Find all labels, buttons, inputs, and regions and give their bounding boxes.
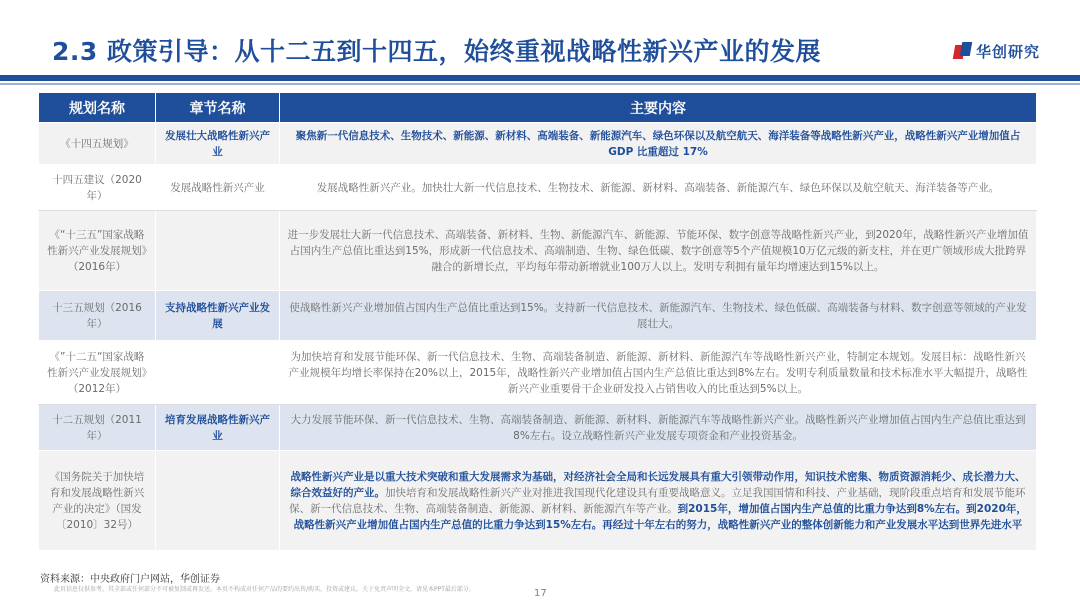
- plan-name-cell: 十三五规划（2016年）: [39, 291, 156, 341]
- plan-name-cell: 《国务院关于加快培育和发展战略性新兴产业的决定》（国发〔2010〕32号）: [39, 451, 156, 551]
- chapter-cell: [156, 341, 280, 405]
- content-cell: 聚焦新一代信息技术、生物技术、新能源、新材料、高端装备、新能源汽车、绿色环保以及航空航天、海洋装备等战略性新兴产业，战略性新兴产业增加值占 GDP 比重超过 17%: [280, 123, 1037, 165]
- plan-name-cell: 《“十三五”国家战略性新兴产业发展规划》（2016年）: [39, 211, 156, 291]
- column-header-content: 主要内容: [280, 93, 1037, 123]
- content-emphasis: 到2015年，增加值占国内生产总值的比重力争达到8%左右。到2020年，战略性新兴产业增加值占国内生产总值的比重力争达到15%左右。再经过十年左右的努力，战略性新兴产业的整体创新能力和产业发展水平达到世界先进水平: [293, 502, 1027, 531]
- column-header-name: 规划名称: [39, 93, 156, 123]
- company-logo: [954, 40, 1040, 62]
- plan-name-cell: 十四五建议（2020年）: [39, 165, 156, 211]
- plan-name-cell: 《”十二五“国家战略性新兴产业发展规划》（2012年）: [39, 341, 156, 405]
- logo-text: 华创研究: [975, 42, 1040, 61]
- table-row: [39, 123, 1037, 165]
- policy-table: [38, 92, 1037, 551]
- page-number: 17: [534, 588, 547, 599]
- chapter-cell: 支持战略性新兴产业发展: [156, 291, 280, 341]
- chapter-cell: 培育发展战略性新兴产业: [156, 405, 280, 451]
- content-cell: 进一步发展壮大新一代信息技术、高端装备、新材料、生物、新能源汽车、新能源、节能环保、数字创意等战略性新兴产业，到2020年，战略性新兴产业增加值占国内生产总值比重达到15%，形成新一代信息技术、高端制造、生物、绿色低碳、数字创意等5个产值规模10万亿元级的新支柱，并在更广领域形成大批跨界融合的新增长点，平均每年带动新增就业100万人以上。发明专利拥有量年均增速达到15%以上。: [280, 211, 1037, 291]
- content-cell: [280, 451, 1037, 551]
- chapter-cell: 发展战略性新兴产业: [156, 165, 280, 211]
- page-title: 2.3 政策引导：从十二五到十四五，始终重视战略性新兴产业的发展: [52, 37, 821, 66]
- content-text: 加快培育和发展战略性新兴产业对推进我国现代化建设具有重要战略意义。立足我国国情和科技、产业基础，现阶段重点培育和发展节能环保、新一代信息技术、生物、高端装备制造、新能源、新材料、新能源汽车等产业。: [289, 486, 1026, 515]
- content-cell: 为加快培育和发展节能环保、新一代信息技术、生物、高端装备制造、新能源、新材料、新能源汽车等战略性新兴产业，特制定本规划。发展目标：战略性新兴产业规模年均增长率保持在20%以上，2015年，战略性新兴产业增加值占国内生产总值比重达到8%左右。发明专利质量数量和技术标准水平大幅提升，战略性新兴产业重要骨干企业研发投入占销售收入的比重达到5%以上。: [280, 341, 1037, 405]
- header-divider: [0, 75, 1080, 81]
- disclaimer-note: 此页信息仅供参考。其全部或任何部分不可被复制或再发送。本页不构成对任何产品的要约出售/购买，投资或建议。关于免责声明全文，请见本PPT最后部分。: [54, 586, 475, 593]
- table-row: [39, 291, 1037, 341]
- table-row: [39, 405, 1037, 451]
- content-cell: 发展战略性新兴产业。加快壮大新一代信息技术、生物技术、新能源、新材料、高端装备、新能源汽车、绿色环保以及航空航天、海洋装备等产业。: [280, 165, 1037, 211]
- plan-name-cell: 十二五规划（2011年）: [39, 405, 156, 451]
- logo-mark-icon: [954, 42, 972, 60]
- content-cell: 使战略性新兴产业增加值占国内生产总值比重达到15%。支持新一代信息技术、新能源汽车、生物技术、绿色低碳、高端装备与材料、数字创意等领域的产业发展壮大。: [280, 291, 1037, 341]
- chapter-cell: [156, 211, 280, 291]
- table-row: [39, 451, 1037, 551]
- source-note: 资料来源：中央政府门户网站，华创证券: [40, 574, 220, 585]
- content-emphasis: 战略性新兴产业是以重大技术突破和重大发展需求为基础，对经济社会全局和长远发展具有重大引领带动作用，知识技术密集、物质资源消耗少、成长潜力大、综合效益好的产业。: [290, 470, 1026, 499]
- column-header-chapter: 章节名称: [156, 93, 280, 123]
- table-row: [39, 211, 1037, 291]
- chapter-cell: 发展壮大战略性新兴产业: [156, 123, 280, 165]
- table-row: [39, 165, 1037, 211]
- table-header-row: [39, 93, 1037, 123]
- chapter-cell: [156, 451, 280, 551]
- table-row: [39, 341, 1037, 405]
- plan-name-cell: 《十四五规划》: [39, 123, 156, 165]
- content-cell: 大力发展节能环保、新一代信息技术、生物、高端装备制造、新能源、新材料、新能源汽车等战略性新兴产业。战略性新兴产业增加值占国内生产总值比重达到8%左右。设立战略性新兴产业发展专项资金和产业投资基金。: [280, 405, 1037, 451]
- header-divider-thin: [0, 83, 1080, 85]
